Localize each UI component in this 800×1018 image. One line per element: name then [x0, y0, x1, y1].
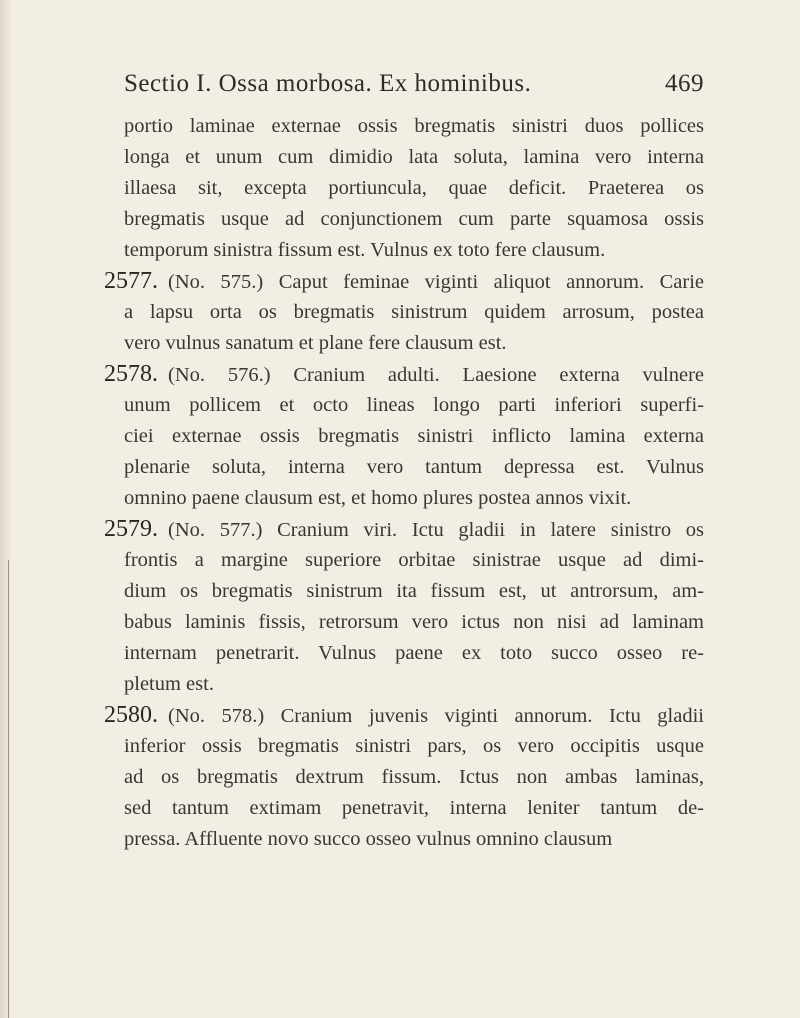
page-spine-shadow — [0, 0, 12, 1018]
text-line — [124, 762, 704, 793]
running-head — [124, 70, 704, 106]
line-text: sed tantum extimam penetravit, interna leniter tantum de- — [124, 797, 704, 819]
line-text: temporum sinistra fissum est. Vulnus ex toto fere clausum. — [124, 239, 606, 261]
text-line — [124, 235, 704, 266]
text-line — [124, 793, 704, 824]
line-text: babus laminis fissis, retrorsum vero ictus non nisi ad laminam — [124, 611, 704, 633]
entry-first-line — [104, 514, 704, 545]
line-text: frontis a margine superiore orbitae sinistrae usque ad dimi- — [124, 549, 704, 571]
line-text: unum pollicem et octo lineas longo parti inferiori superfi- — [124, 394, 704, 416]
text-line — [124, 824, 704, 855]
line-text: portio laminae externae ossis bregmatis sinistri duos pollices — [124, 115, 704, 137]
entry-number: 2580. — [104, 702, 158, 728]
text-line — [124, 204, 704, 235]
line-text: ad os bregmatis dextrum fissum. Ictus non ambas laminas, — [124, 766, 704, 788]
line-text: bregmatis usque ad conjunctionem cum parte squamosa ossis — [124, 208, 704, 230]
line-text: pressa. Affluente novo succo osseo vulnus omnino clausum — [124, 828, 613, 850]
text-line — [124, 731, 704, 762]
page-number: 469 — [665, 70, 704, 97]
line-text: (No. 577.) Cranium viri. Ictu gladii in latere sinistro os — [168, 519, 704, 541]
line-text: internam penetrarit. Vulnus paene ex toto succo osseo re- — [124, 642, 704, 664]
text-line — [124, 297, 704, 328]
line-text: (No. 578.) Cranium juvenis viginti annorum. Ictu gladii — [168, 705, 704, 727]
text-line — [124, 390, 704, 421]
entry-number: 2578. — [104, 361, 158, 387]
line-text: plenarie soluta, interna vero tantum depressa est. Vulnus — [124, 456, 704, 478]
line-text: pletum est. — [124, 673, 214, 695]
line-text: ciei externae ossis bregmatis sinistri inflicto lamina externa — [124, 425, 704, 447]
text-line — [124, 483, 704, 514]
line-text: vero vulnus sanatum et plane fere clausum est. — [124, 332, 507, 354]
text-line — [124, 328, 704, 359]
text-line — [124, 142, 704, 173]
entry-first-line — [104, 359, 704, 390]
line-text: omnino paene clausum est, et homo plures postea annos vixit. — [124, 487, 632, 509]
page-edge-line — [8, 560, 9, 1018]
section-title: Sectio I. Ossa morbosa. Ex hominibus. — [124, 70, 532, 97]
text-line — [124, 576, 704, 607]
entry-first-line — [104, 266, 704, 297]
line-text: a lapsu orta os bregmatis sinistrum quidem arrosum, postea — [124, 301, 704, 323]
text-line — [124, 452, 704, 483]
text-line — [124, 421, 704, 452]
line-text: (No. 575.) Caput feminae viginti aliquot annorum. Carie — [168, 271, 704, 293]
line-text: (No. 576.) Cranium adulti. Laesione externa vulnere — [168, 364, 704, 386]
line-text: longa et unum cum dimidio lata soluta, lamina vero interna — [124, 146, 704, 168]
text-line — [124, 669, 704, 700]
entry-number: 2579. — [104, 516, 158, 542]
text-line — [124, 545, 704, 576]
text-line — [124, 173, 704, 204]
text-line — [124, 607, 704, 638]
entry-first-line — [104, 700, 704, 731]
entry-number: 2577. — [104, 268, 158, 294]
body-text — [104, 111, 704, 855]
text-line — [124, 638, 704, 669]
line-text: illaesa sit, excepta portiuncula, quae deficit. Praeterea os — [124, 177, 704, 199]
line-text: dium os bregmatis sinistrum ita fissum est, ut antrorsum, am- — [124, 580, 704, 602]
text-line — [124, 111, 704, 142]
line-text: inferior ossis bregmatis sinistri pars, os vero occipitis usque — [124, 735, 704, 757]
